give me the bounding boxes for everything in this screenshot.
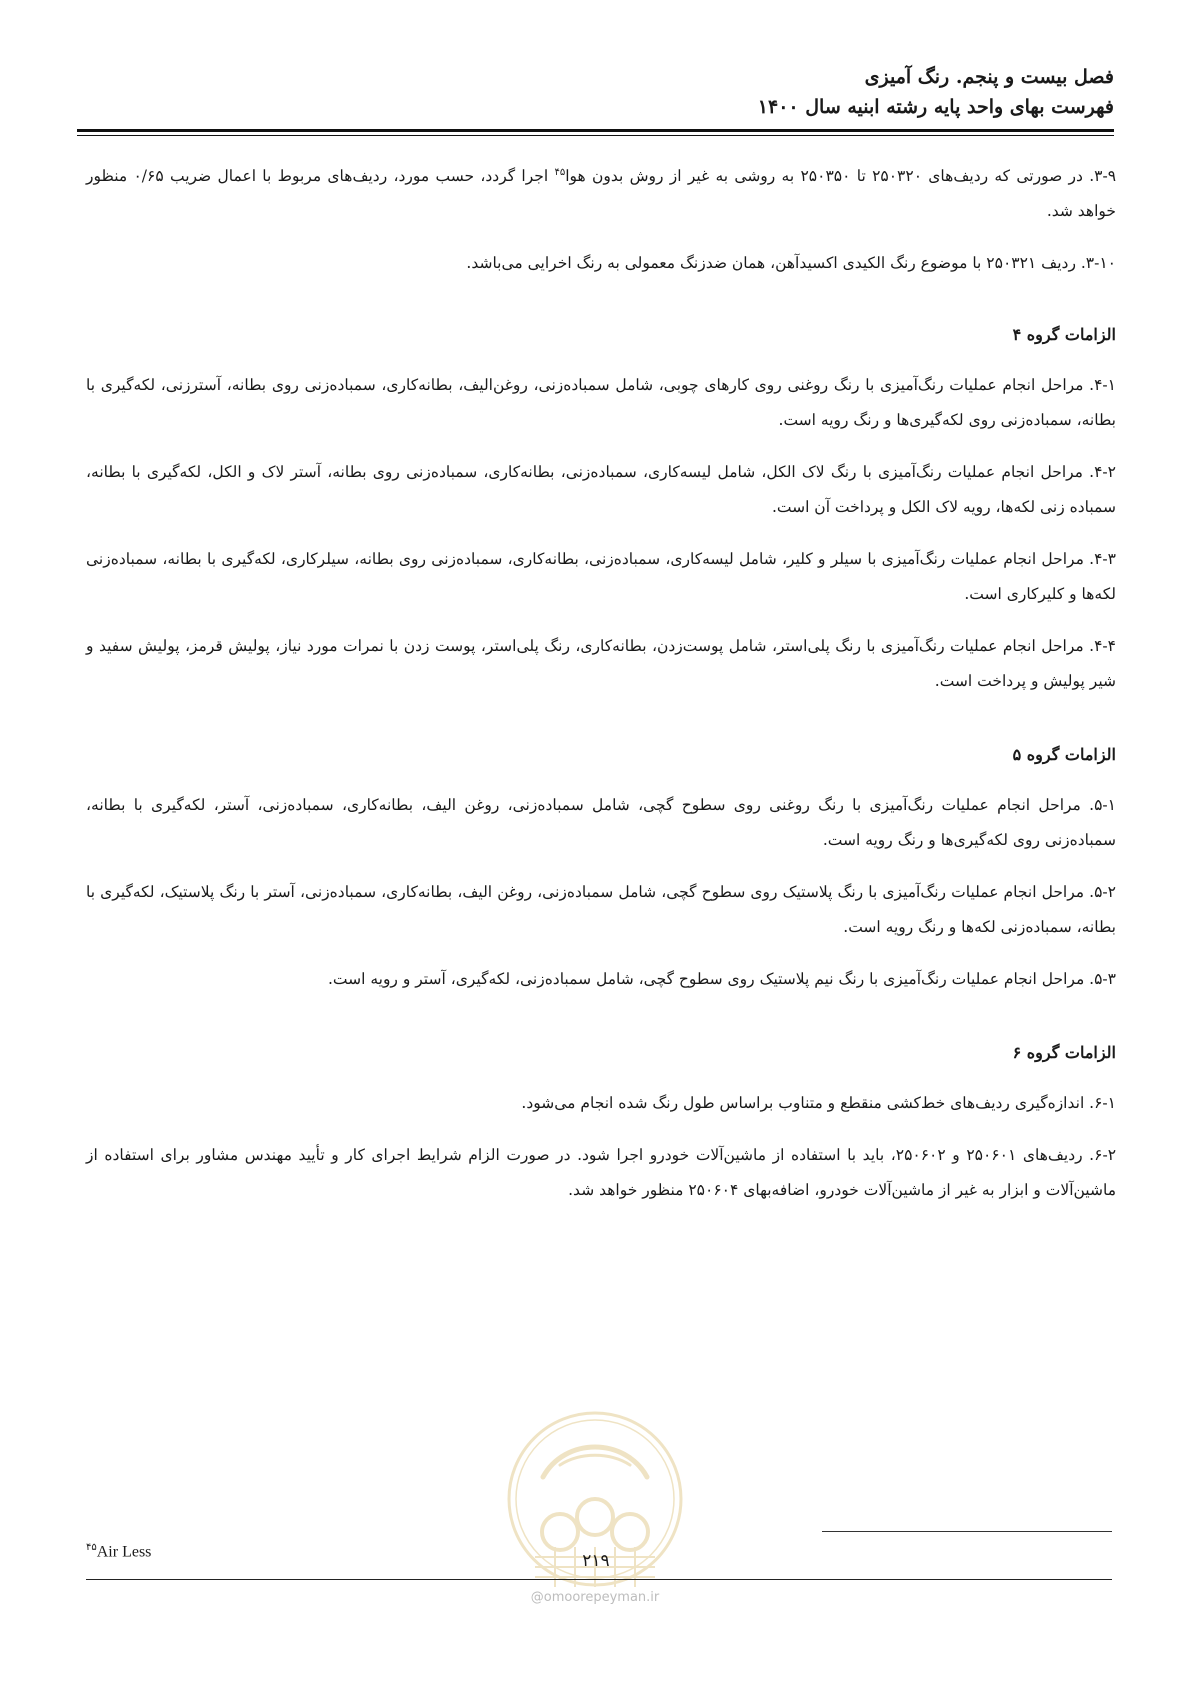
footnote-mark: ۴۵ [86, 1542, 97, 1553]
paragraph-4-2: ۴-۲. مراحل انجام عملیات رنگ‌آمیزی با رنگ لاک الکل، شامل لیسه‌کاری، سمباده‌زنی، بطانه‌کاری، سمباده‌زنی روی بطانه، آستر لاک و الکل، لکه‌گیری با بطانه، سمباده زنی لکه‌ها، رویه لاک الکل و پرداخت آن است. [86, 463, 1116, 516]
paragraph-5-3: ۵-۳. مراحل انجام عملیات رنگ‌آمیزی با رنگ نیم پلاستیک روی سطوح گچی، شامل سمباده‌زنی، لکه‌گیری، آستر و رویه است. [327, 970, 1116, 988]
website-watermark: @omoorepeyman.ir [530, 1590, 660, 1605]
header-rule-thin [77, 135, 1114, 136]
document-subtitle: فهرست بهای واحد پایه رشته ابنیه سال ۱۴۰۰ [757, 96, 1114, 118]
footnote-text: Air Less [96, 1543, 152, 1561]
page-number: ۲۱۹ [582, 1551, 610, 1571]
group-5-heading: الزامات گروه ۵ [1012, 745, 1116, 764]
paragraph-4-1: ۴-۱. مراحل انجام عملیات رنگ‌آمیزی با رنگ روغنی روی کارهای چوبی، شامل سمباده‌زنی، روغن‌الیف، بطانه‌کاری، سمباده‌زنی روی بطانه، آسترزنی، لکه‌گیری با بطانه، سمباده‌زنی روی لکه‌گیری‌ها و رنگ رویه است. [86, 376, 1116, 429]
paragraph-6-1: ۶-۱. اندازه‌گیری ردیف‌های خط‌کشی منقطع و متناوب براساس طول رنگ شده انجام می‌شود. [521, 1094, 1116, 1112]
paragraph-4-3: ۴-۳. مراحل انجام عملیات رنگ‌آمیزی با سیلر و کلیر، شامل لیسه‌کاری، سمباده‌زنی، بطانه‌کاری، سمباده‌زنی روی بطانه، سیلرکاری، لکه‌گیری با بطانه، سمباده‌زنی لکه‌ها و کلیرکاری است. [86, 550, 1116, 603]
paragraph-5-2: ۵-۲. مراحل انجام عملیات رنگ‌آمیزی با رنگ پلاستیک روی سطوح گچی، شامل سمباده‌زنی، روغن الیف، بطانه‌کاری، سمباده‌زنی، آستر با رنگ پلاستیک، لکه‌گیری با بطانه، سمباده‌زنی لکه‌ها و رنگ رویه است. [86, 883, 1116, 936]
footnote-separator [822, 1531, 1112, 1532]
paragraph-6-2: ۶-۲. ردیف‌های ۲۵۰۶۰۱ و ۲۵۰۶۰۲، باید با استفاده از ماشین‌آلات خودرو اجرا شود. در صورت الزام شرایط اجرای کار و تأیید مهندس مشاور برای استفاده از ماشین‌آلات و ابزار به غیر از ماشین‌آلات خودرو، اضافه‌بهای ۲۵۰۶۰۴ منظور خواهد شد. [86, 1146, 1117, 1199]
paragraph-3-9: ۳-۹. در صورتی که ردیف‌های ۲۵۰۳۲۰ تا ۲۵۰۳۵۰ به روشی به غیر از روش بدون هوا$^{۴۵}$ اجرا گردد، حسب مورد، ردیف‌های مربوط با اعمال ضریب ۰/۶۵ منظور خواهد شد. [86, 166, 1117, 220]
page-header [77, 62, 1114, 122]
chapter-title: فصل بیست و پنجم. رنگ آمیزی [864, 66, 1114, 88]
group-4-heading: الزامات گروه ۴ [1012, 325, 1116, 344]
paragraph-3-10: ۳-۱۰. ردیف ۲۵۰۳۲۱ با موضوع رنگ الکیدی اکسیدآهن، همان ضدزنگ معمولی به رنگ اخرایی می‌باشد. [466, 254, 1116, 272]
paragraph-4-4: ۴-۴. مراحل انجام عملیات رنگ‌آمیزی با رنگ پلی‌استر، شامل پوست‌زدن، بطانه‌کاری، رنگ پلی‌استر، پوست زدن با نمرات مورد نیاز، پولیش قرمز، پولیش سفید و شیر پولیش و پرداخت است. [86, 637, 1116, 690]
footnote [86, 1542, 151, 1561]
footnote-ref: ۴۵ [554, 166, 566, 178]
main-content [86, 159, 1116, 1225]
paragraph-5-1: ۵-۱. مراحل انجام عملیات رنگ‌آمیزی با رنگ روغنی روی سطوح گچی، شامل سمباده‌زنی، روغن الیف، بطانه‌کاری، سمباده‌زنی، آستر، لکه‌گیری با بطانه، سمباده‌زنی روی لکه‌گیری‌ها و رنگ رویه است. [86, 796, 1116, 849]
group-6-heading: الزامات گروه ۶ [1012, 1043, 1116, 1062]
footer-rule [86, 1579, 1112, 1580]
header-rule [77, 129, 1114, 132]
